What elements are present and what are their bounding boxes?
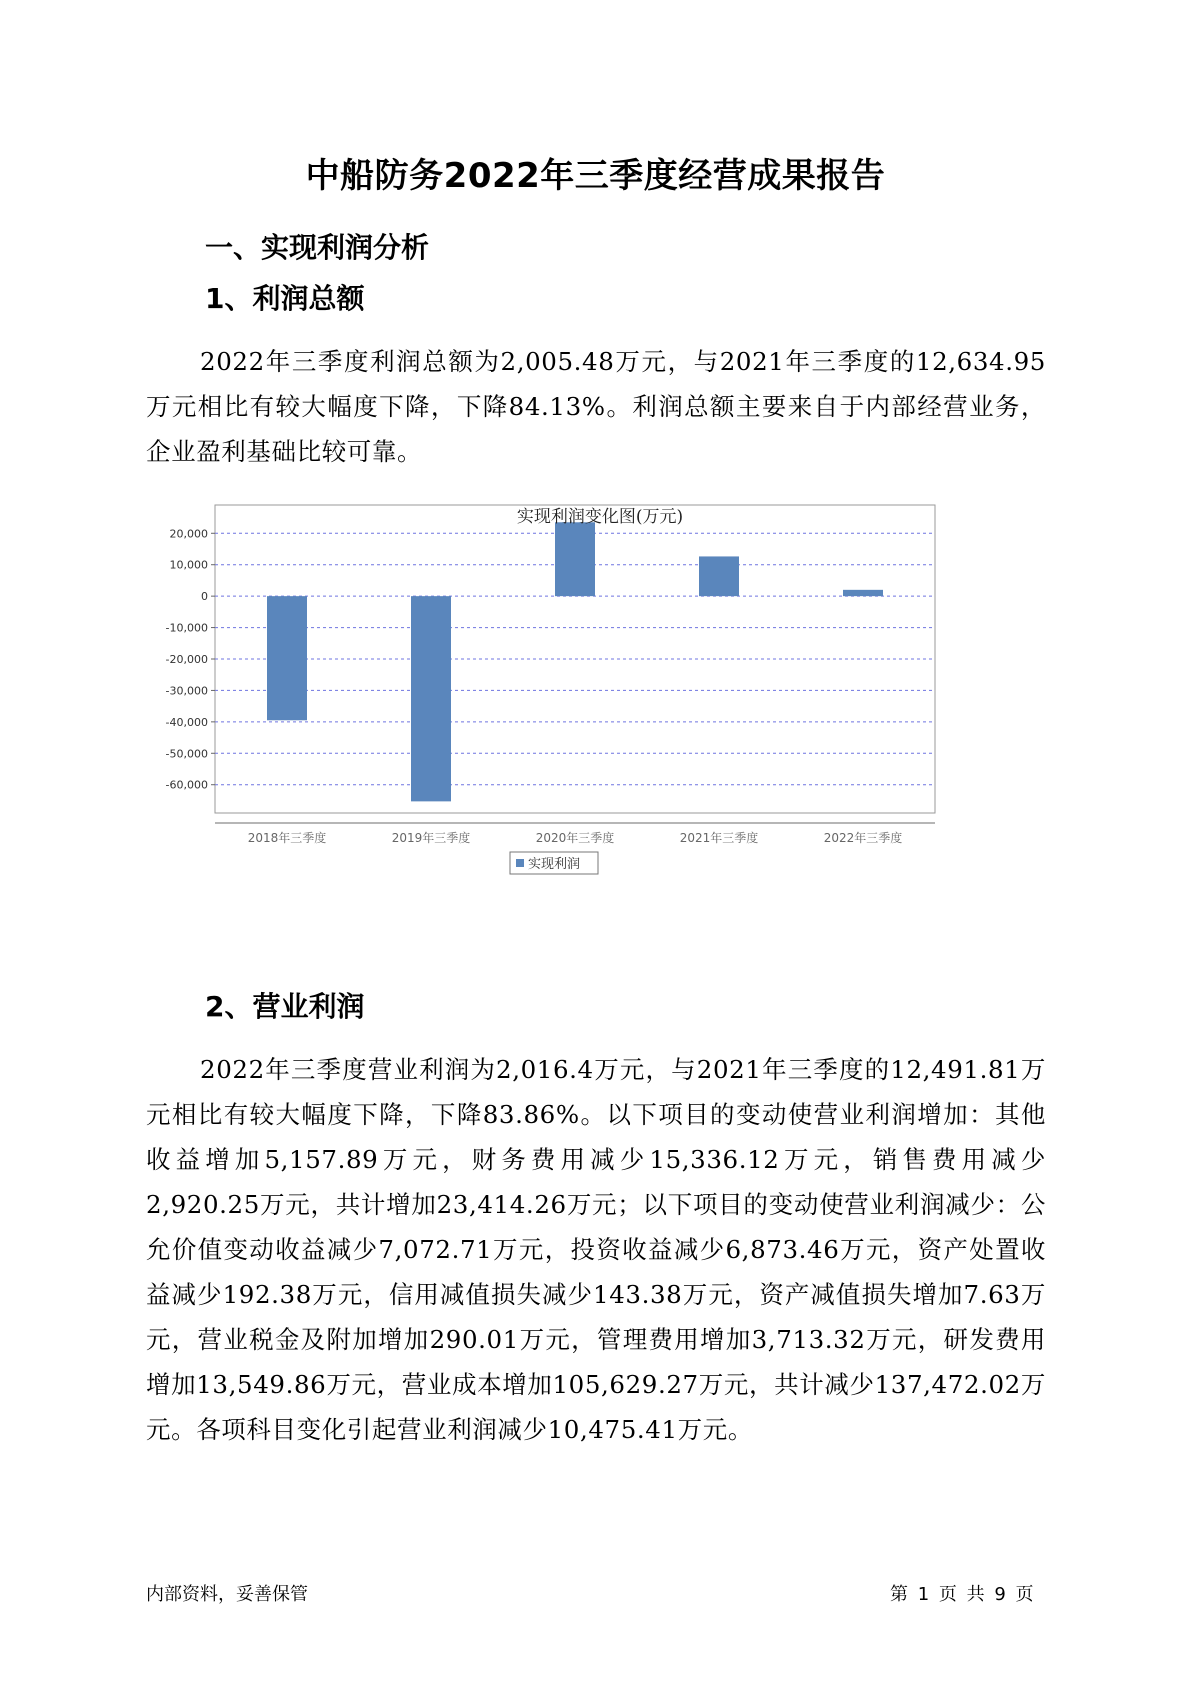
subheading-operating-profit: 2、营业利润: [205, 990, 365, 1023]
y-tick-label: -30,000: [165, 684, 208, 698]
bar-4: [699, 556, 739, 596]
y-tick-label: 0: [201, 590, 208, 604]
x-tick-label: 2019年三季度: [391, 831, 471, 845]
section-heading-profit-analysis: 一、实现利润分析: [205, 231, 430, 264]
x-tick-label: 2018年三季度: [247, 831, 327, 845]
x-tick-label: 2021年三季度: [679, 831, 759, 845]
y-tick-label: 20,000: [169, 527, 208, 541]
y-tick-label: -20,000: [165, 653, 208, 666]
x-tick-label: 2022年三季度: [823, 831, 903, 845]
bar-1: [267, 596, 307, 720]
page-title: 中船防务2022年三季度经营成果报告: [305, 156, 886, 196]
legend-swatch: [516, 859, 524, 867]
chart-svg: [160, 500, 1040, 950]
y-tick-label: -10,000: [165, 621, 208, 635]
profit-chart: [160, 500, 1030, 950]
subheading-total-profit: 1、利润总额: [205, 282, 365, 315]
bar-3: [555, 522, 595, 596]
paragraph-operating-profit: 2022年三季度营业利润为2,016.4万元，与2021年三季度的12,491.81万元相比有较大幅度下降，下降83.86%。以下项目的变动使营业利润增加：其他收益增加5,157.89万元，财务费用减少15,336.12万元，销售费用减少2,920.25万元，共计增加23,414.26万元；以下项目的变动使营业利润减少：公允价值变动收益减少7,072.71万元，投资收益减少6,873.46万元，资产处置收益减少192.38万元，信用减值损失减少143.38万元，资产减值损失增加7.63万元，营业税金及附加增加290.01万元，管理费用增加3,713.32万元，研发费用增加13,549.86万元，营业成本增加105,629.27万元，共计减少137,472.02万元。各项科目变化引起营业利润减少10,475.41万元。: [146, 1055, 1046, 1444]
x-tick-label: 2020年三季度: [535, 831, 615, 845]
y-tick-label: -50,000: [165, 747, 208, 761]
footer-confidential-note: 内部资料，妥善保管: [146, 1584, 308, 1605]
bar-2: [411, 596, 451, 801]
y-tick-label: -40,000: [165, 715, 208, 729]
y-tick-label: -60,000: [165, 778, 208, 792]
y-tick-label: 10,000: [169, 558, 208, 572]
chart-title: 实现利润变化图(万元): [516, 507, 684, 527]
paragraph-total-profit: 2022年三季度利润总额为2,005.48万元，与2021年三季度的12,634.95万元相比有较大幅度下降，下降84.13%。利润总额主要来自于内部经营业务，企业盈利基础比较可靠。: [146, 347, 1046, 466]
bar-5: [843, 590, 883, 596]
footer-page-number: 第 1 页 共 9 页: [890, 1584, 1034, 1605]
legend-label: 实现利润: [528, 857, 581, 872]
